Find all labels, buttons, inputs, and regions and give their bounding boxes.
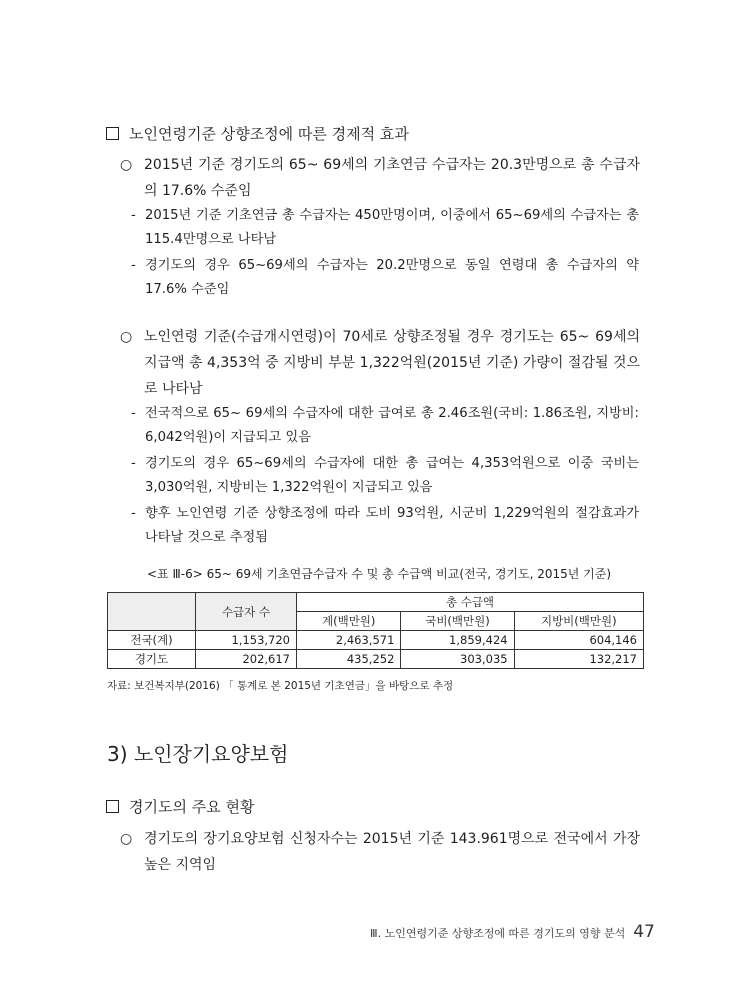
heading-text: 노인연령기준 상향조정에 따른 경제적 효과 [129, 125, 409, 143]
dash-item-2 [131, 254, 639, 302]
cell-sum: 435,252 [297, 650, 401, 669]
circle-paragraph-3 [120, 826, 640, 878]
dash-text: 전국적으로 65~ 69세의 수급자에 대한 급여로 총 2.46조원(국비: 1.86조원, 지방비: 6,042억원)이 지급되고 있음 [145, 406, 639, 445]
table-row [108, 650, 644, 669]
table-corner-cell [108, 593, 196, 631]
dash-bullet: - [131, 406, 136, 421]
dash-bullet: - [131, 208, 136, 223]
circle-paragraph-1 [120, 152, 640, 204]
header-local: 지방비(백만원) [514, 612, 643, 631]
table-caption: <표 Ⅲ-6> 65~ 69세 기초연금수급자 수 및 총 수급액 비교(전국, 경기도, 2015년 기준) [147, 567, 612, 581]
paragraph-text: 경기도의 장기요양보험 신청자수는 2015년 기준 143.961명으로 전국에서 가장 높은 지역임 [144, 831, 640, 873]
cell-sum: 2,463,571 [297, 631, 401, 650]
cell-recipients: 1,153,720 [196, 631, 297, 650]
section-heading-gyeonggi-status [106, 796, 254, 817]
dash-item-1 [131, 204, 639, 252]
dash-item-4 [131, 452, 639, 500]
cell-national: 1,859,424 [401, 631, 514, 650]
dash-bullet: - [131, 258, 136, 273]
section-heading-economic-effect [106, 123, 409, 144]
dash-item-5 [131, 502, 639, 550]
dash-bullet: - [131, 456, 136, 471]
circle-paragraph-2 [120, 324, 640, 402]
header-national: 국비(백만원) [401, 612, 514, 631]
row-label: 전국(계) [108, 631, 196, 650]
footer-chapter-title: Ⅲ. 노인연령기준 상향조정에 따른 경기도의 영향 분석 [370, 927, 626, 940]
dash-item-3 [131, 402, 639, 450]
cell-recipients: 202,617 [196, 650, 297, 669]
header-recipients: 수급자 수 [196, 593, 297, 631]
row-label: 경기도 [108, 650, 196, 669]
dash-text: 향후 노인연령 기준 상향조정에 따라 도비 93억원, 시군비 1,229억원의 절감효과가 나타날 것으로 추정됨 [145, 506, 639, 545]
page-number: 47 [633, 922, 655, 942]
comparison-table [107, 592, 644, 669]
square-bullet-icon [106, 800, 119, 813]
page-footer [370, 922, 655, 942]
section-title: 3) 노인장기요양보험 [107, 742, 289, 766]
cell-local: 604,146 [514, 631, 643, 650]
heading-text: 경기도의 주요 현황 [129, 798, 255, 816]
square-bullet-icon [106, 127, 119, 140]
cell-local: 132,217 [514, 650, 643, 669]
source-note: 자료: 보건복지부(2016) 「 통계로 본 2015년 기초연금」을 바탕으로 추정 [107, 680, 454, 692]
dash-text: 2015년 기준 기초연금 총 수급자는 450만명이며, 이중에서 65~69세의 수급자는 총 115.4만명으로 나타남 [145, 208, 639, 247]
circle-bullet-icon: ○ [120, 831, 133, 847]
dash-text: 경기도의 경우 65~69세의 수급자에 대한 총 급여는 4,353억원으로 이중 국비는 3,030억원, 지방비는 1,322억원이 지급되고 있음 [145, 456, 639, 495]
circle-bullet-icon: ○ [120, 157, 133, 173]
paragraph-text: 노인연령 기준(수급개시연령)이 70세로 상향조정될 경우 경기도는 65~ 69세의 지급액 총 4,353억 중 지방비 부분 1,322억원(2015년 기준) 가량이 절감될 것으로 나타남 [144, 329, 640, 397]
dash-bullet: - [131, 506, 136, 521]
header-total-amount: 총 수급액 [297, 593, 644, 612]
circle-bullet-icon: ○ [120, 329, 133, 345]
dash-text: 경기도의 경우 65~69세의 수급자는 20.2만명으로 동일 연령대 총 수급자의 약 17.6% 수준임 [145, 258, 639, 297]
header-sum: 계(백만원) [297, 612, 401, 631]
cell-national: 303,035 [401, 650, 514, 669]
table-row [108, 631, 644, 650]
paragraph-text: 2015년 기준 경기도의 65~ 69세의 기초연금 수급자는 20.3만명으로 총 수급자의 17.6% 수준임 [144, 157, 640, 199]
